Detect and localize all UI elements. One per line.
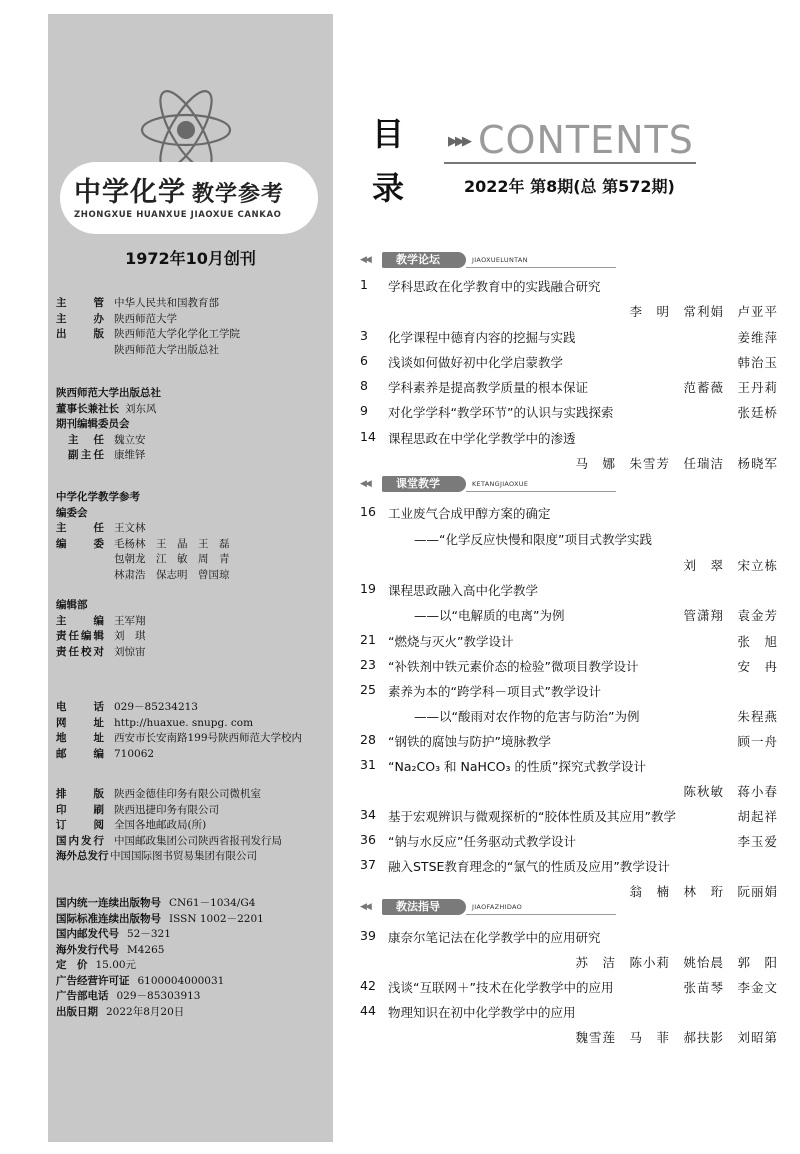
entry-authors: 管潇翔 袁金芳 xyxy=(683,608,778,623)
entry-authors: 李玉爱 xyxy=(737,834,778,849)
info-row xyxy=(56,700,302,716)
entry-authors: 翁 楠 林 珩 阮丽娟 xyxy=(629,884,778,899)
section-marker-icon: ◀◀ xyxy=(360,255,370,265)
entry-title: 对化学学科“教学环节”的认识与实践探索 xyxy=(388,405,614,420)
info-value: 陕西师范大学化学化工学院 xyxy=(114,328,240,340)
info-value: 西安市长安南路199号陕西师范大学校内 xyxy=(114,732,303,744)
entry-title: 工业废气合成甲醇方案的确定 xyxy=(388,506,551,521)
entry-title: 浅谈“互联网＋”技术在化学教学中的应用 xyxy=(388,980,614,995)
info-value: 毛杨林 王 晶 王 磊 xyxy=(114,537,230,550)
entry-title: “钢铁的腐蚀与防护”境脉教学 xyxy=(388,734,551,749)
info-label: 主 管 xyxy=(56,297,104,309)
info-value: 全国各地邮政局(所) xyxy=(114,819,207,831)
founded-date: 1972年10月创刊 xyxy=(125,249,256,268)
info-value: 710062 xyxy=(114,747,155,760)
entry-authors: 张 旭 xyxy=(737,634,778,649)
editorial-heading: 编辑部 xyxy=(56,599,88,611)
section-pinyin: JIAOXUELUNTAN xyxy=(472,256,528,264)
info-row xyxy=(56,296,240,312)
entry-title: 基于宏观辨识与微观探析的“胶体性质及其应用”教学 xyxy=(388,809,676,824)
info-label: 印 刷 xyxy=(56,803,104,816)
entry-authors: 范蓄薇 王丹莉 xyxy=(683,380,778,395)
section-pinyin: JIAOFAZHIDAO xyxy=(472,903,523,911)
entry-title: 学科素养是提高教学质量的根本保证 xyxy=(388,380,589,395)
entry-page: 28 xyxy=(360,732,376,747)
entry-authors: 顾一舟 xyxy=(737,734,778,749)
info-label: 出 版 xyxy=(56,328,104,340)
info-value: M4265 xyxy=(127,943,165,956)
info-value: 包朝龙 江 敏 周 青 xyxy=(114,553,230,565)
info-row xyxy=(56,747,302,763)
info-label: 董事长兼社长 xyxy=(56,402,119,415)
info-value: 康维铎 xyxy=(114,449,146,461)
info-label: 期刊编辑委员会 xyxy=(56,418,130,430)
info-row xyxy=(56,327,240,343)
entry-title: ——以“电解质的电离”为例 xyxy=(414,608,565,623)
info-label: 编 委 xyxy=(56,537,104,550)
arrows-icon: ▶▶▶ xyxy=(448,134,469,149)
info-label: 责任编辑 xyxy=(56,630,104,642)
info-label: 责任校对 xyxy=(56,645,104,658)
info-label xyxy=(56,552,104,568)
info-label: 主 编 xyxy=(56,614,104,627)
section-pinyin: KETANGJIAOXUE xyxy=(472,480,529,488)
info-label: 定 价 xyxy=(56,959,88,971)
info-label: 副主任 xyxy=(68,449,104,461)
section-rule xyxy=(466,914,616,915)
contents-rule xyxy=(444,162,696,164)
entry-title: 化学课程中德育内容的挖掘与实践 xyxy=(388,330,576,345)
info-value: 刘 琪 xyxy=(114,630,146,642)
entry-authors: 魏雪莲 马 菲 郝扶影 刘昭第 xyxy=(575,1030,778,1045)
info-value: 魏立安 xyxy=(114,433,146,446)
entry-title: 学科思政在化学教育中的实践融合研究 xyxy=(388,279,601,294)
info-value: ISSN 1002－2201 xyxy=(169,912,264,925)
entry-page: 19 xyxy=(360,581,376,596)
info-value: 中华人民共和国教育部 xyxy=(114,297,219,309)
info-label: 广告部电话 xyxy=(56,990,109,1002)
entry-title: 课程思政在中学化学教学中的渗透 xyxy=(388,431,576,446)
entry-page: 3 xyxy=(360,328,368,343)
contact-block xyxy=(56,700,302,762)
info-row xyxy=(56,989,264,1005)
info-value: 中国邮政集团公司陕西省报刊发行局 xyxy=(114,834,282,847)
entry-page: 34 xyxy=(360,807,376,822)
entry-page: 9 xyxy=(360,403,368,418)
entry-title: “补铁剂中铁元素价态的检验”微项目教学设计 xyxy=(388,659,639,674)
journal-block xyxy=(56,490,230,583)
entry-title: ——以“酸雨对农作物的危害与防治”为例 xyxy=(414,709,640,724)
info-value: 陕西师范大学 xyxy=(114,312,177,325)
info-row xyxy=(56,927,264,943)
info-label: 出版日期 xyxy=(56,1005,98,1018)
info-label: 主 任 xyxy=(56,522,104,534)
info-row xyxy=(56,818,282,834)
section-rule xyxy=(466,491,616,492)
info-row xyxy=(56,402,161,418)
ids-block xyxy=(56,896,264,1020)
entry-page: 37 xyxy=(360,857,376,872)
entry-authors: 安 冉 xyxy=(737,659,778,674)
info-label: 海外发行代号 xyxy=(56,943,119,956)
info-row xyxy=(56,731,302,747)
info-row xyxy=(56,433,161,449)
toc-title: 目 录 xyxy=(372,115,405,207)
info-label: 国际标准连续出版物号 xyxy=(56,912,161,925)
press-heading: 陕西师范大学出版总社 xyxy=(56,387,161,399)
contents-word: CONTENTS xyxy=(478,118,694,162)
info-row xyxy=(56,417,161,433)
info-label: 海外总发行 xyxy=(56,850,109,862)
info-row xyxy=(56,787,282,803)
info-value: 029－85303913 xyxy=(116,990,201,1002)
info-value: 2022年8月20日 xyxy=(106,1005,185,1018)
section-rule xyxy=(466,267,616,268)
entry-authors: 刘 翠 宋立栋 xyxy=(683,558,778,573)
info-label xyxy=(56,343,104,359)
entry-authors: 姜维萍 xyxy=(737,330,778,345)
entry-title: “Na₂CO₃ 和 NaHCO₃ 的性质”探究式教学设计 xyxy=(388,759,646,774)
info-value: 15.00元 xyxy=(95,959,137,971)
info-row xyxy=(56,568,230,584)
entry-authors: 朱程燕 xyxy=(737,709,778,724)
journal-logo xyxy=(60,84,322,234)
entry-page: 8 xyxy=(360,378,368,393)
section-marker-icon: ◀◀ xyxy=(360,902,370,912)
info-value: 王军翔 xyxy=(114,614,146,627)
info-label: 邮 编 xyxy=(56,747,104,760)
info-label: 主 任 xyxy=(68,433,104,446)
section-header xyxy=(356,899,616,915)
info-label: 国内统一连续出版物号 xyxy=(56,897,161,909)
entry-title: 康奈尔笔记法在化学教学中的应用研究 xyxy=(388,930,601,945)
info-value: 中国国际图书贸易集团有限公司 xyxy=(110,850,257,862)
info-row xyxy=(56,803,282,819)
info-value: 王文林 xyxy=(114,522,146,534)
print-block xyxy=(56,787,282,865)
committee-heading: 编委会 xyxy=(56,506,88,519)
entry-authors: 胡起祥 xyxy=(737,809,778,824)
info-row xyxy=(56,974,264,990)
entry-page: 31 xyxy=(360,757,376,772)
entry-authors: 陈秋敏 蒋小春 xyxy=(683,784,778,799)
entry-page: 42 xyxy=(360,978,376,993)
info-row xyxy=(56,614,146,630)
info-row xyxy=(56,552,230,568)
info-value: 陕西迅捷印务有限公司 xyxy=(114,803,219,816)
section-header xyxy=(356,476,616,492)
info-value: 029－85234213 xyxy=(114,701,198,713)
info-label xyxy=(56,568,104,584)
entry-authors: 苏 洁 陈小莉 姚怡晨 郭 阳 xyxy=(575,955,778,970)
info-label: 广告经营许可证 xyxy=(56,974,130,987)
info-value: CN61－1034/G4 xyxy=(169,897,256,909)
info-label: 订 阅 xyxy=(56,819,104,831)
info-row xyxy=(56,943,264,959)
logo-pinyin: ZHONGXUE HUANXUE JIAOXUE CANKAO xyxy=(74,210,282,220)
section-marker-icon: ◀◀ xyxy=(360,479,370,489)
entry-page: 36 xyxy=(360,832,376,847)
entry-page: 6 xyxy=(360,353,368,368)
info-value: 陕西师范大学出版总社 xyxy=(114,343,219,356)
entry-title: “钠与水反应”任务驱动式教学设计 xyxy=(388,834,576,849)
entry-title: “燃烧与灭火”教学设计 xyxy=(388,634,514,649)
entry-page: 16 xyxy=(360,504,376,519)
section-title: 教法指导 xyxy=(382,899,466,915)
entry-page: 14 xyxy=(360,429,376,444)
info-row xyxy=(56,849,282,865)
info-row xyxy=(56,448,161,464)
entry-page: 25 xyxy=(360,682,376,697)
info-value: 刘东风 xyxy=(125,402,157,415)
info-row xyxy=(56,1005,264,1021)
info-row xyxy=(56,834,282,850)
info-row xyxy=(56,896,264,912)
entry-page: 23 xyxy=(360,657,376,672)
entry-title: 浅谈如何做好初中化学启蒙教学 xyxy=(388,355,564,370)
info-label: 地 址 xyxy=(56,732,104,744)
info-label: 排 版 xyxy=(56,788,104,800)
info-value: http://huaxue. snupg. com xyxy=(114,716,254,729)
entry-authors: 马 娜 朱雪芳 任瑞洁 杨晓军 xyxy=(575,456,778,471)
entry-title: 课程思政融入高中化学教学 xyxy=(388,583,539,598)
info-label: 电 话 xyxy=(56,701,104,713)
info-row xyxy=(56,629,146,645)
section-title: 课堂教学 xyxy=(382,476,466,492)
entry-authors: 张苗琴 李金文 xyxy=(683,980,778,995)
logo-title: 中学化学 教学参考 xyxy=(74,177,285,208)
info-row xyxy=(56,521,230,537)
press-block xyxy=(56,386,161,464)
info-row xyxy=(56,343,240,359)
info-row xyxy=(56,912,264,928)
entry-authors: 李 明 常利娟 卢亚平 xyxy=(629,304,778,319)
info-value: 52－321 xyxy=(127,928,171,940)
info-row xyxy=(56,312,240,328)
entry-page: 44 xyxy=(360,1003,376,1018)
section-title: 教学论坛 xyxy=(382,252,466,268)
info-label: 国内邮发代号 xyxy=(56,928,119,940)
info-label: 国内发行 xyxy=(56,834,104,847)
publisher-block xyxy=(56,296,240,358)
journal-heading: 中学化学教学参考 xyxy=(56,491,140,503)
info-value: 陕西金德佳印务有限公司微机室 xyxy=(114,788,261,800)
entry-title: 融入STSE教育理念的“氯气的性质及应用”教学设计 xyxy=(388,859,670,874)
entry-page: 21 xyxy=(360,632,376,647)
info-value: 6100004000031 xyxy=(137,974,225,987)
issue-number: 2022年 第8期(总 第572期) xyxy=(464,177,675,196)
info-value: 刘惊宙 xyxy=(114,645,146,658)
entry-page: 1 xyxy=(360,277,368,292)
entry-title: 物理知识在初中化学教学中的应用 xyxy=(388,1005,576,1020)
masthead-sidebar xyxy=(48,14,333,1142)
info-label: 主 办 xyxy=(56,312,104,325)
entry-title: 素养为本的“跨学科－项目式”教学设计 xyxy=(388,684,601,699)
entry-authors: 张廷桥 xyxy=(737,405,778,420)
info-row xyxy=(56,958,264,974)
entry-title: ——“化学反应快慢和限度”项目式教学实践 xyxy=(414,532,652,547)
info-row xyxy=(56,537,230,553)
info-value: 林肃浩 保志明 曾国琼 xyxy=(114,568,230,581)
editorial-block xyxy=(56,598,146,660)
info-label: 网 址 xyxy=(56,716,104,729)
section-header xyxy=(356,252,616,268)
info-row xyxy=(56,645,146,661)
info-row xyxy=(56,716,302,732)
entry-page: 39 xyxy=(360,928,376,943)
entry-authors: 韩治玉 xyxy=(737,355,778,370)
